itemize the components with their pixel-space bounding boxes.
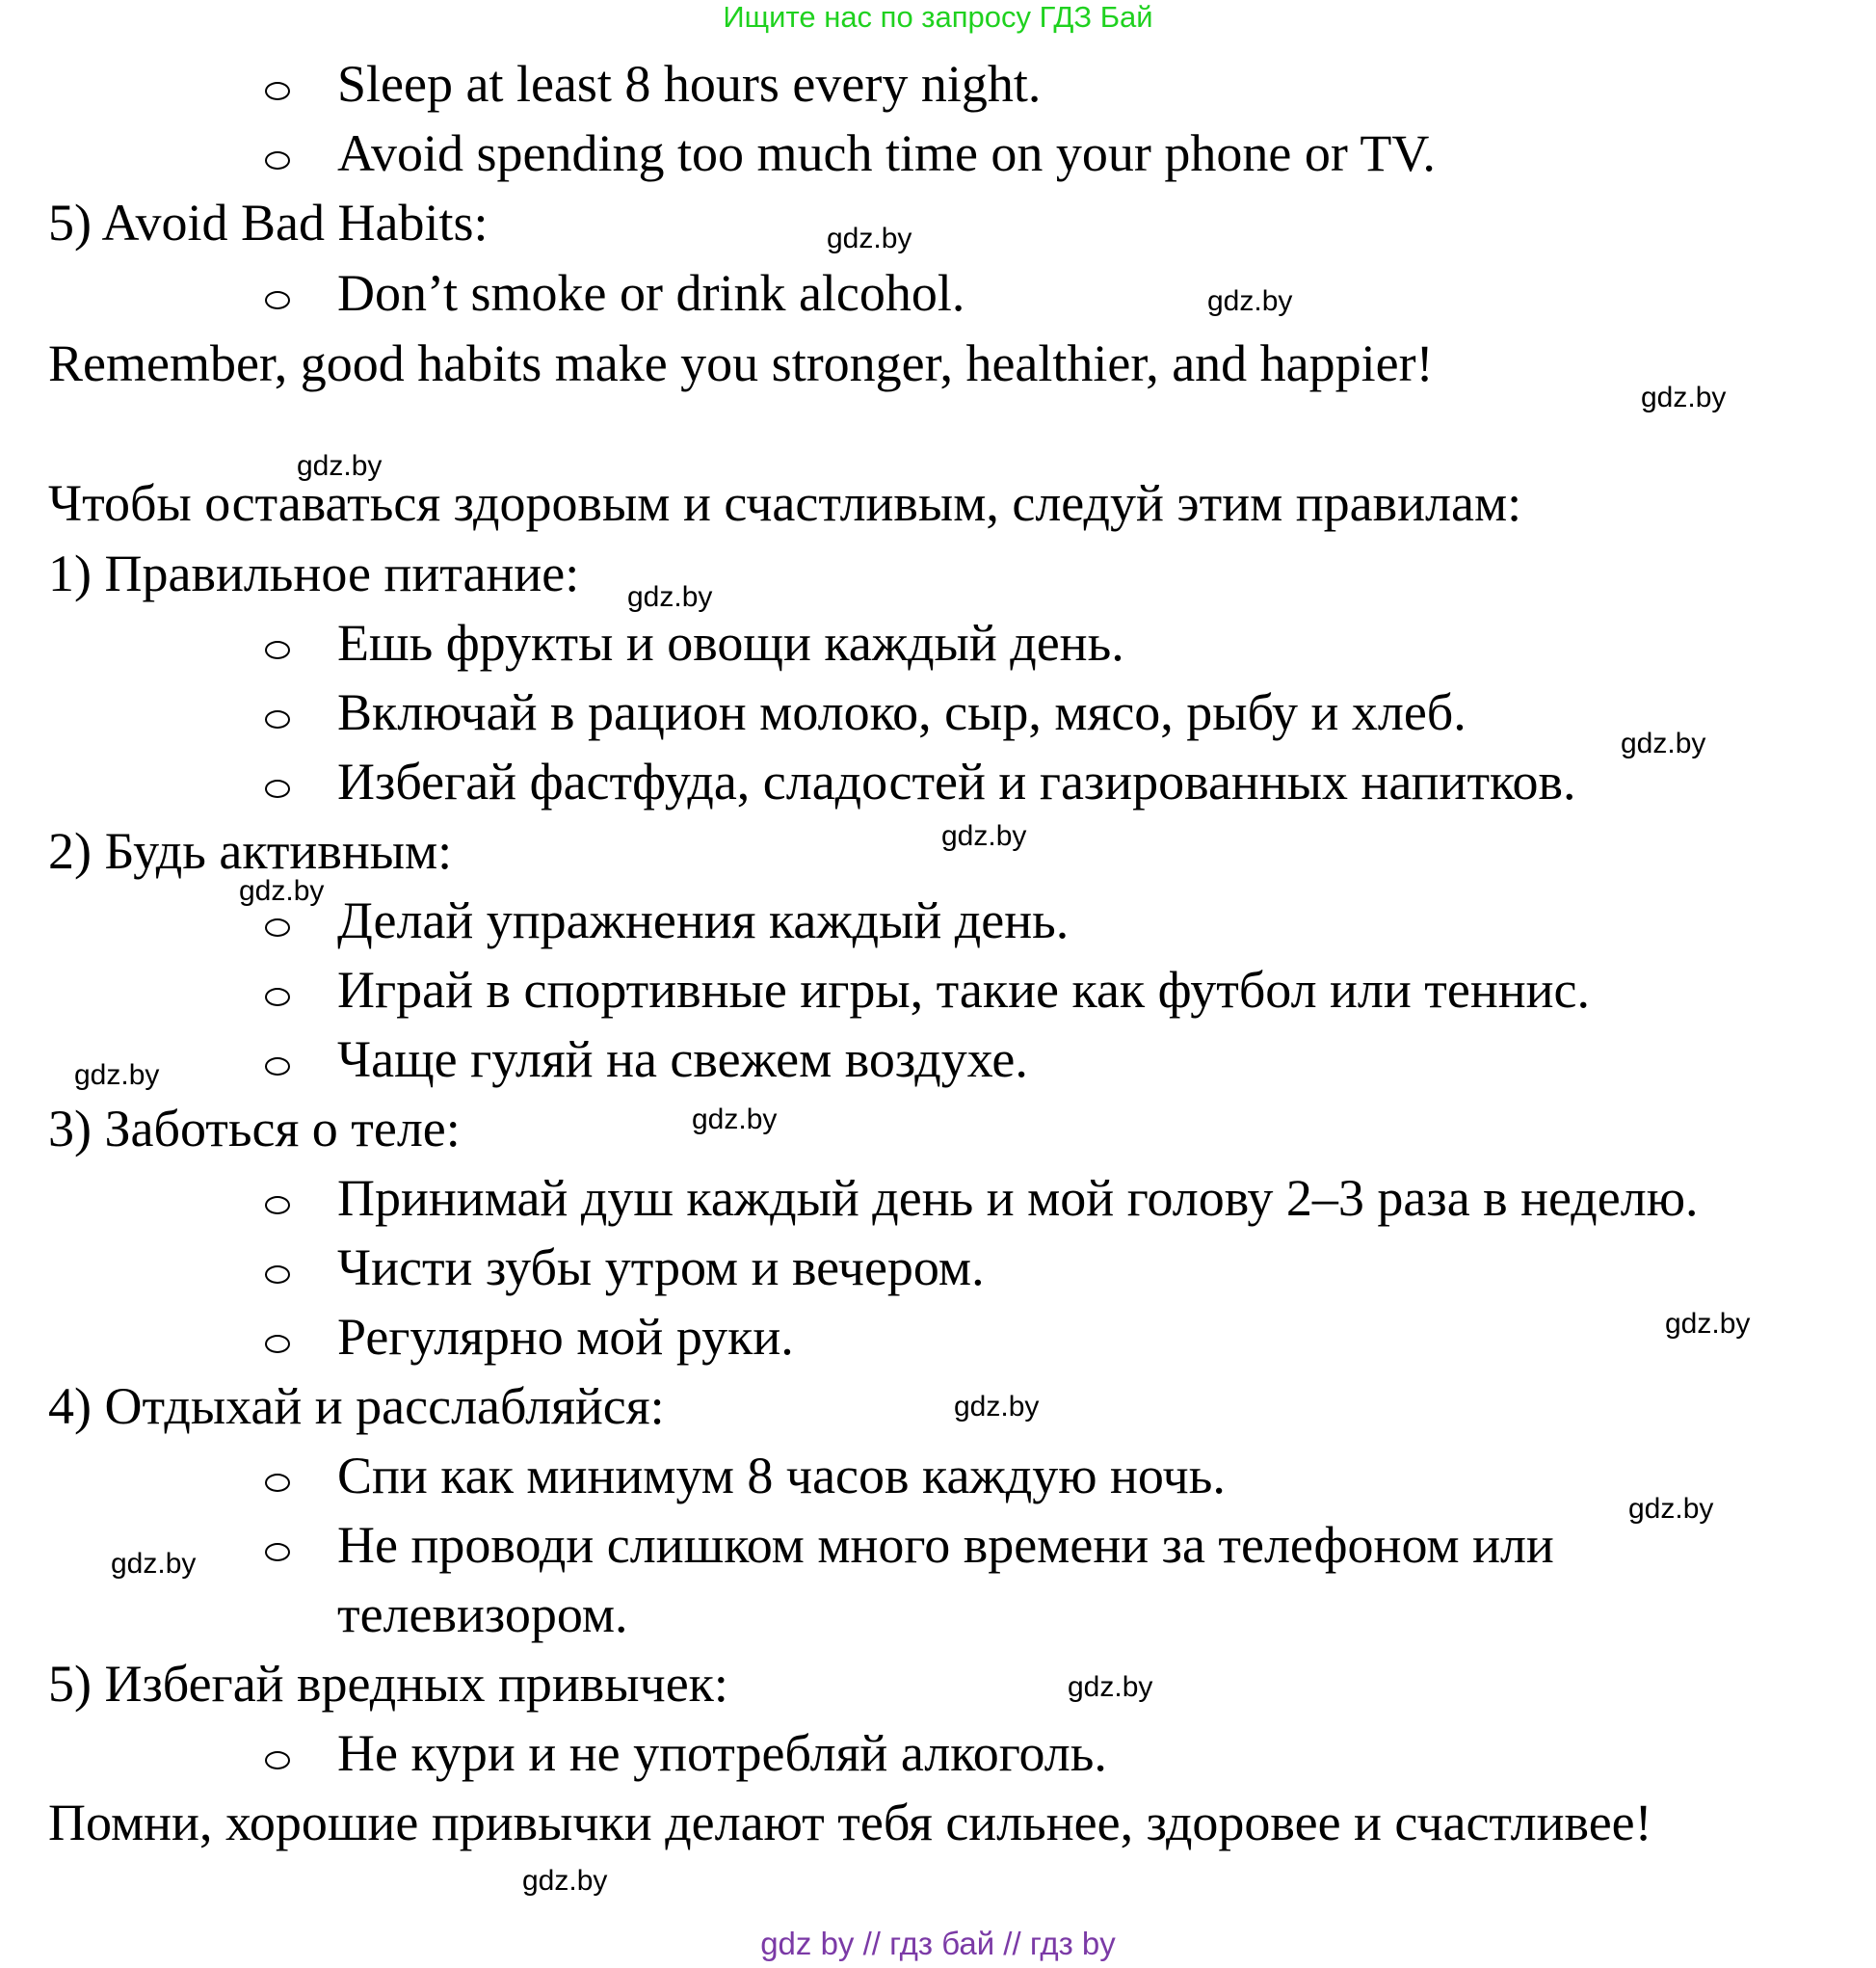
bullet-icon: [265, 1474, 290, 1492]
section-heading: 5) Avoid Bad Habits:: [48, 194, 489, 252]
list-item-continuation: телевизором.: [337, 1585, 628, 1643]
watermark: gdz.by: [1641, 382, 1727, 413]
list-item: Делай упражнения каждый день.: [337, 891, 1070, 949]
watermark: gdz.by: [954, 1391, 1040, 1423]
section-heading: 4) Отдыхай и расслабляйся:: [48, 1377, 665, 1435]
conclusion-text: Remember, good habits make you stronger, healthier, and happier!: [48, 334, 1434, 392]
list-item: Avoid spending too much time on your phone or TV.: [337, 124, 1436, 182]
list-item: Не кури и не употребляй алкоголь.: [337, 1724, 1107, 1782]
watermark: gdz.by: [1207, 285, 1293, 317]
bullet-icon: [265, 1751, 290, 1769]
watermark: gdz.by: [297, 450, 383, 482]
bullet-icon: [265, 918, 290, 937]
list-item: Ешь фрукты и овощи каждый день.: [337, 614, 1124, 672]
list-item: Спи как минимум 8 часов каждую ночь.: [337, 1447, 1226, 1504]
list-item: Чисти зубы утром и вечером.: [337, 1238, 985, 1296]
bullet-icon: [265, 780, 290, 798]
list-item: Включай в рацион молоко, сыр, мясо, рыбу и хлеб.: [337, 683, 1466, 741]
bullet-icon: [265, 1543, 290, 1561]
bullet-icon: [265, 82, 290, 100]
list-item: Sleep at least 8 hours every night.: [337, 55, 1042, 113]
search-hint-banner: Ищите нас по запросу ГДЗ Бай: [723, 0, 1153, 34]
bullet-icon: [265, 151, 290, 170]
list-item: Чаще гуляй на свежем воздухе.: [337, 1030, 1028, 1088]
list-item: Избегай фастфуда, сладостей и газированных напитков.: [337, 753, 1576, 811]
section-heading: 5) Избегай вредных привычек:: [48, 1655, 728, 1713]
bullet-icon: [265, 710, 290, 729]
section-heading: 3) Заботься о теле:: [48, 1100, 461, 1157]
bullet-icon: [265, 1265, 290, 1284]
list-item: Играй в спортивные игры, такие как футбол или теннис.: [337, 961, 1591, 1019]
intro-text: Чтобы оставаться здоровым и счастливым, следуй этим правилам:: [48, 474, 1522, 532]
bullet-icon: [265, 1196, 290, 1214]
bullet-icon: [265, 988, 290, 1006]
list-item: Не проводи слишком много времени за телефоном или: [337, 1516, 1554, 1574]
watermark: gdz.by: [239, 875, 325, 907]
watermark: gdz.by: [627, 581, 713, 613]
footer-links: gdz by // гдз бай // гдз by: [760, 1926, 1116, 1961]
bullet-icon: [265, 1057, 290, 1076]
section-heading: 2) Будь активным:: [48, 822, 453, 880]
watermark: gdz.by: [1621, 728, 1706, 759]
watermark: gdz.by: [1068, 1671, 1153, 1703]
watermark: gdz.by: [1628, 1493, 1714, 1525]
conclusion-text: Помни, хорошие привычки делают тебя сильнее, здоровее и счастливее!: [48, 1794, 1652, 1851]
watermark: gdz.by: [522, 1865, 608, 1897]
watermark: gdz.by: [74, 1059, 160, 1091]
bullet-icon: [265, 1335, 290, 1353]
bullet-icon: [265, 641, 290, 659]
bullet-icon: [265, 291, 290, 309]
section-heading: 1) Правильное питание:: [48, 545, 580, 602]
watermark: gdz.by: [827, 223, 912, 254]
watermark: gdz.by: [111, 1548, 197, 1580]
watermark: gdz.by: [1665, 1308, 1751, 1340]
list-item: Принимай душ каждый день и мой голову 2–3 раза в неделю.: [337, 1169, 1699, 1227]
list-item: Don’t smoke or drink alcohol.: [337, 264, 965, 322]
list-item: Регулярно мой руки.: [337, 1308, 794, 1366]
watermark: gdz.by: [941, 820, 1027, 852]
watermark: gdz.by: [692, 1104, 778, 1135]
